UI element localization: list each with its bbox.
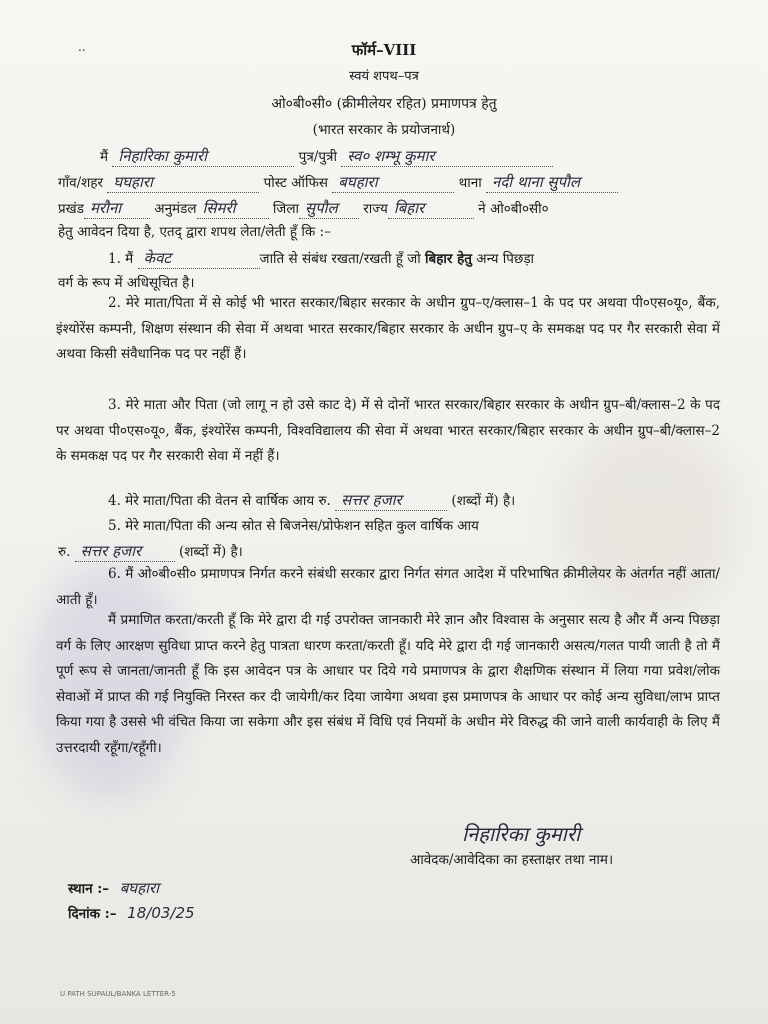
- item-5-text-end: (शब्दों में) है।: [178, 544, 243, 560]
- item-5-continuation: [58, 541, 724, 562]
- form-number: फॉर्म–VIII: [351, 41, 417, 59]
- applicant-signature: निहारिका कुमारी: [462, 822, 581, 846]
- item-3: 3. मेरे माता और पिता (जो लागू न हो उसे काट दे) में से दोनों भारत सरकार/बिहार सरकार के अधीन ग्रुप–बी/क्लास–2 के पद पर अथवा पी०एस०यू०, बैंक, इंश्योरेंस कम्पनी, विश्वविद्यालय की सेवा में अथवा भारत सरकार/बिहार सरकार के अधीन ग्रुप–बी/क्लास–2 के समकक्ष पद पर गैर सरकारी सेवा में नहीं हैं।: [56, 397, 720, 464]
- salary-income-field[interactable]: सत्तर हजार: [335, 490, 447, 511]
- item-1-continuation: वर्ग के रूप में अधिसूचित है।: [58, 275, 195, 291]
- printer-mark: U PATH SUPAUL/BANKA LETTER-5: [60, 990, 176, 998]
- label-district: जिला: [272, 201, 299, 217]
- form-purpose: ओ०बी०सी० (क्रीमीलेयर रहित) प्रमाणपत्र हेतु: [271, 96, 497, 112]
- item-6: 6. मैं ओ०बी०सी० प्रमाणपत्र निर्गत करने संबंधी सरकार द्वारा निर्गत संगत आदेश में परिभाषित क्रीमीलेयर के अंतर्गत नहीं आता/आती हूँ।: [56, 566, 720, 608]
- corner-dots: ..: [78, 40, 86, 54]
- date-field[interactable]: 18/03/25: [127, 904, 195, 922]
- label-main: मैं: [100, 149, 109, 165]
- thana-field[interactable]: नदी थाना सुपौल: [486, 172, 618, 193]
- label-subdivision: अनुमंडल: [154, 201, 197, 217]
- item-1-line: [108, 248, 724, 269]
- district-field[interactable]: सुपौल: [299, 198, 359, 219]
- state-field[interactable]: बिहार: [388, 198, 474, 219]
- date-label: दिनांक :–: [68, 906, 117, 922]
- village-field[interactable]: घघहारा: [107, 172, 259, 193]
- item-2: 2. मेरे माता/पिता में से कोई भी भारत सरकार/बिहार सरकार के अधीन ग्रुप–ए/क्लास–1 के पद पर अथवा पी०एस०यू०, बैंक, इंश्योरेंस कम्पनी, शिक्षण संस्थान की सेवा में अथवा भारत सरकार/बिहार सरकार के अधीन ग्रुप–ए के समकक्ष पद पर गैर सरकारी सेवा में अथवा किसी संवैधानिक पद पर नहीं हैं।: [56, 295, 720, 362]
- father-name-field[interactable]: स्व० शम्भू कुमार: [341, 146, 553, 167]
- post-office-field[interactable]: बघहारा: [332, 172, 454, 193]
- caste-field[interactable]: केवट: [138, 248, 260, 269]
- block-line: [58, 198, 724, 219]
- label-post-office: पोस्ट ऑफिस: [263, 175, 328, 191]
- block-field[interactable]: मरौना: [84, 198, 150, 219]
- form-note: (भारत सरकार के प्रयोजनार्थ): [312, 122, 456, 138]
- oath-line: हेतु आवेदन दिया है, एतद् द्वारा शपथ लेता/लेती हूँ कि :–: [58, 224, 331, 240]
- label-state: राज्य: [363, 201, 388, 217]
- label-son-daughter: पुत्र/पुत्री: [298, 149, 337, 165]
- subdivision-field[interactable]: सिमरी: [197, 198, 269, 219]
- item-4-text-end: (शब्दों में) है।: [451, 493, 516, 509]
- item-1-bold: बिहार हेतु: [425, 251, 472, 267]
- item-1-number: 1. मैं: [108, 251, 134, 267]
- signature-label: आवेदक/आवेदिका का हस्ताक्षर तथा नाम।: [410, 852, 614, 868]
- label-thana: थाना: [458, 175, 482, 191]
- name-line: [100, 146, 724, 167]
- declaration-paragraph: मैं प्रमाणित करता/करती हूँ कि मेरे द्वारा दी गई उपरोक्त जानकारी मेरे ज्ञान और विश्वास के अनुसार सत्य है और मैं अन्य पिछड़ा वर्ग के लिए आरक्षण सुविधा प्राप्त करने हेतु पात्रता धारण करता/करती हूँ। यदि मेरे द्वारा दी गई जानकारी असत्य/गलत पायी जाती है तो मैं पूर्ण रूप से जानता/जानती हूँ कि इस आवेदन पत्र के आधार पर दिये गये प्रमाणपत्र के द्वारा शैक्षणिक संस्थान में लिया गया प्रवेश/लोक सेवाओं में प्राप्त की गई नियुक्ति निरस्त कर दी जायेगी/कर दिया जायेगा अथवा इस प्रमाणपत्र के आधार पर कोई अन्य सुविधा/लाभ प्राप्त किया गया है उससे भी वंचित किया जा सकेगा और इस संबंध में विधि एवं नियमों के अधीन मेरे विरुद्ध की जाने वाली कार्यवाही के लिए मैं उत्तरदायी रहूँगा/रहूँगी।: [56, 612, 720, 756]
- applicant-name-field[interactable]: निहारिका कुमारी: [112, 146, 294, 167]
- item-4-line: [108, 490, 724, 511]
- other-income-field[interactable]: सत्तर हजार: [75, 541, 175, 562]
- place-field[interactable]: बघहारा: [119, 879, 160, 897]
- date-row: [68, 904, 201, 922]
- item-1-text-end: अन्य पिछड़ा: [476, 251, 535, 267]
- place-row: [68, 878, 165, 898]
- item-1-text: जाति से संबंध रखता/रखती हूँ जो: [259, 251, 421, 267]
- form-type: स्वयं शपथ–पत्र: [349, 69, 419, 84]
- address-line: [58, 172, 724, 193]
- place-label: स्थान :–: [68, 881, 110, 897]
- item-4-text: 4. मेरे माता/पिता की वेतन से वार्षिक आय रु.: [108, 493, 331, 509]
- label-block: प्रखंड: [58, 201, 84, 217]
- item-5-currency: रु.: [58, 544, 71, 560]
- item-5-line: 5. मेरे माता/पिता की अन्य स्रोत से बिजनेस/प्रोफेशन सहित कुल वार्षिक आय: [108, 518, 479, 534]
- label-obc: ने ओ०बी०सी०: [478, 201, 549, 217]
- label-village: गाँव/शहर: [58, 175, 104, 191]
